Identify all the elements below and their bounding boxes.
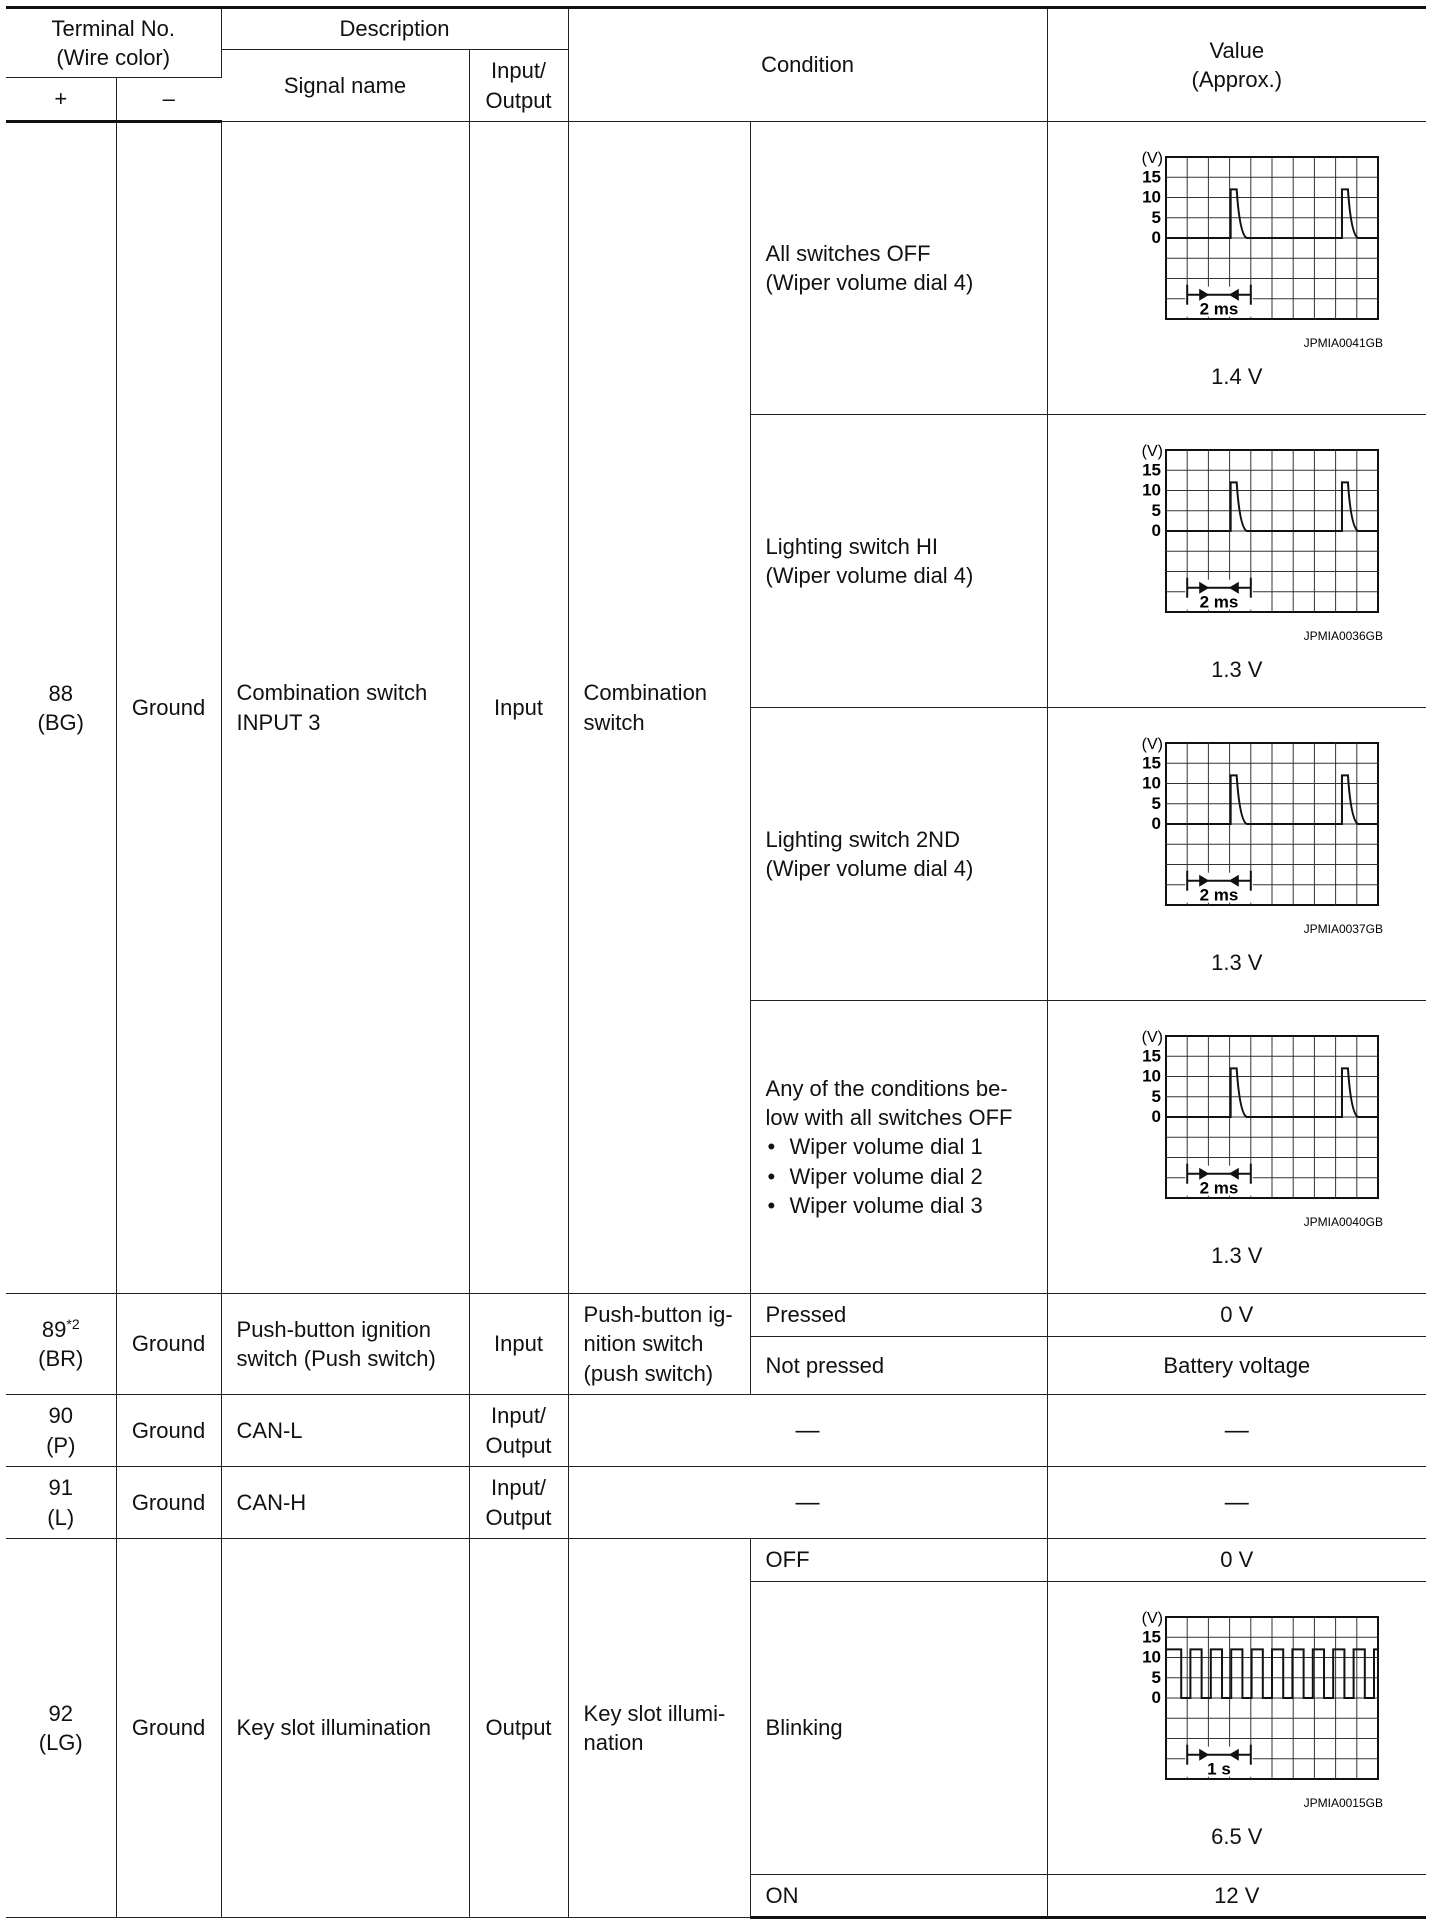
time-scale-label: 2 ms [1199,593,1239,613]
io-line: Output [485,1432,552,1458]
condition-sub-line: Lighting switch 2ND [765,826,960,852]
value-text: 6.5 V [1211,1824,1263,1850]
input-output-header [469,50,568,122]
tick-label: 10 [1141,773,1161,793]
figure-id: JPMIA0041GB [1303,336,1383,351]
approx-label: (Approx.) [1191,67,1283,92]
table-row [6,1395,1426,1467]
condition-main-line: Key slot illumi- [583,1700,726,1726]
value-cell: 12 V [1047,1875,1426,1918]
terminal-cell [6,1539,116,1918]
figure-id: JPMIA0015GB [1303,1796,1383,1811]
input-output-label-1: Input/ [491,58,547,84]
io-cell [469,1395,568,1467]
signal-name-line: INPUT 3 [236,709,321,735]
value-cell [1047,1582,1426,1875]
tick-label: 15 [1141,1046,1161,1066]
terminal-number: 92 [48,1700,73,1726]
tick-label: 10 [1141,1647,1161,1667]
value-header [1047,8,1426,122]
value-cell: — [1047,1467,1426,1539]
signal-name-cell: CAN-L [221,1395,469,1467]
signal-name-cell [221,122,469,1294]
condition-cell: — [568,1395,1047,1467]
list-item: • Wiper volume dial 1 [766,1132,1032,1161]
tick-label: 15 [1141,460,1161,480]
tick-label: 0 [1151,228,1161,248]
condition-sub-cell [750,1001,1047,1294]
condition-header: Condition [568,8,1047,122]
ground-cell: Ground [116,122,221,1294]
plus-header: + [6,78,116,122]
io-line: Input/ [491,1403,547,1429]
signal-name-line: switch (Push switch) [236,1346,436,1371]
wire-color: (BG) [37,710,84,735]
wire-color-label: (Wire color) [56,45,171,70]
condition-sub-cell: Pressed [750,1294,1047,1337]
condition-sub-cell: OFF [750,1539,1047,1582]
value-text: 1.3 V [1211,1243,1263,1269]
condition-main-line: nition switch [583,1331,704,1357]
value-text: 1.3 V [1211,657,1263,683]
condition-main-cell [568,1539,750,1918]
value-cell [1047,1001,1426,1294]
terminal-cell [6,122,116,1294]
description-header: Description [221,8,568,50]
tick-label: 0 [1151,1688,1161,1708]
terminal-number: 90 [48,1403,73,1429]
condition-main-line: switch [583,709,645,735]
terminal-cell [6,1395,116,1467]
signal-name-cell: Key slot illumination [221,1539,469,1918]
figure-id: JPMIA0036GB [1303,629,1383,644]
unit-label: (V) [1141,1610,1163,1628]
condition-sub-line: All switches OFF [765,240,931,266]
table-row [6,122,1426,415]
oscilloscope-figure [1087,1604,1387,1818]
condition-sub-cell: Not pressed [750,1337,1047,1395]
table-row [6,1539,1426,1582]
figure-id: JPMIA0040GB [1303,1215,1383,1230]
time-scale-label: 2 ms [1199,1179,1239,1199]
table-row [6,1294,1426,1337]
condition-main-cell [568,1294,750,1395]
wire-color: (BR) [38,1346,84,1371]
condition-sub-line: (Wiper volume dial 4) [765,270,974,295]
condition-main-line: nation [583,1730,644,1755]
condition-main-line: (push switch) [583,1360,714,1386]
terminal-number: 91 [48,1475,73,1501]
tick-label: 15 [1141,167,1161,187]
condition-sub-cell: Blinking [750,1582,1047,1875]
tick-label: 0 [1151,1107,1161,1127]
list-item: • Wiper volume dial 2 [766,1162,1032,1191]
condition-main-line: Combination [583,680,708,706]
condition-sub-cell [750,415,1047,708]
terminal-cell [6,1294,116,1395]
tick-label: 0 [1151,814,1161,834]
ground-cell: Ground [116,1294,221,1395]
tick-label: 5 [1151,501,1161,521]
condition-sub-line: (Wiper volume dial 4) [765,563,974,588]
oscilloscope-figure [1087,144,1387,358]
oscilloscope-figure [1087,1023,1387,1237]
condition-bullet-list [766,1132,1032,1219]
wire-color: (LG) [38,1730,83,1755]
tick-label: 15 [1141,753,1161,773]
tick-label: 15 [1141,1627,1161,1647]
condition-sub-cell [750,708,1047,1001]
io-cell: Output [469,1539,568,1918]
terminal-no-header [6,8,221,78]
tick-label: 5 [1151,208,1161,228]
condition-sub-cell [750,122,1047,415]
value-cell [1047,708,1426,1001]
terminal-no-label: Terminal No. [51,15,175,41]
tick-label: 0 [1151,521,1161,541]
value-cell: Battery voltage [1047,1337,1426,1395]
oscilloscope-figure [1087,730,1387,944]
signal-name-line: Push-button ignition [236,1316,431,1342]
value-text: 1.3 V [1211,950,1263,976]
io-cell [469,1467,568,1539]
condition-sub-line: Lighting switch HI [765,533,938,559]
terminal-number: 88 [48,680,73,706]
tick-label: 5 [1151,794,1161,814]
unit-label: (V) [1141,736,1163,754]
condition-sub-line: Any of the conditions be- [765,1076,1008,1102]
minus-header: – [116,78,221,122]
value-cell: — [1047,1395,1426,1467]
tick-label: 10 [1141,1066,1161,1086]
wire-color: (P) [46,1432,76,1458]
list-item: • Wiper volume dial 3 [766,1191,1032,1220]
value-cell: 0 V [1047,1294,1426,1337]
condition-cell: — [568,1467,1047,1539]
unit-label: (V) [1141,443,1163,461]
tick-label: 10 [1141,480,1161,500]
value-cell: 0 V [1047,1539,1426,1582]
condition-sub-cell: ON [750,1875,1047,1918]
table-row [6,1467,1426,1539]
tick-label: 10 [1141,187,1161,207]
terminal-table [6,6,1426,1919]
tick-label: 5 [1151,1087,1161,1107]
condition-sub-line: low with all switches OFF [765,1105,1013,1131]
time-scale-label: 1 s [1206,1760,1231,1780]
signal-name-cell: CAN-H [221,1467,469,1539]
value-label: Value [1209,37,1265,63]
ground-cell: Ground [116,1539,221,1918]
time-scale-label: 2 ms [1199,300,1239,320]
value-cell [1047,122,1426,415]
io-line: Input/ [491,1475,547,1501]
terminal-number: 89 [41,1316,67,1342]
terminal-cell [6,1467,116,1539]
input-output-label-2: Output [485,87,552,113]
condition-main-line: Push-button ig- [583,1302,733,1328]
signal-name-header: Signal name [221,50,469,122]
ground-cell: Ground [116,1467,221,1539]
unit-label: (V) [1141,150,1163,168]
signal-name-line: Combination switch [236,680,428,706]
io-line: Output [485,1504,552,1530]
unit-label: (V) [1141,1029,1163,1047]
figure-id: JPMIA0037GB [1303,922,1383,937]
signal-name-cell [221,1294,469,1395]
value-text: 1.4 V [1211,364,1263,390]
wire-color: (L) [47,1504,75,1530]
condition-sub-line: (Wiper volume dial 4) [765,856,974,881]
condition-main-cell [568,122,750,1294]
footnote-mark: *2 [66,1315,80,1332]
io-cell: Input [469,1294,568,1395]
value-cell [1047,415,1426,708]
tick-label: 5 [1151,1668,1161,1688]
ground-cell: Ground [116,1395,221,1467]
time-scale-label: 2 ms [1199,886,1239,906]
io-cell: Input [469,122,568,1294]
oscilloscope-figure [1087,437,1387,651]
